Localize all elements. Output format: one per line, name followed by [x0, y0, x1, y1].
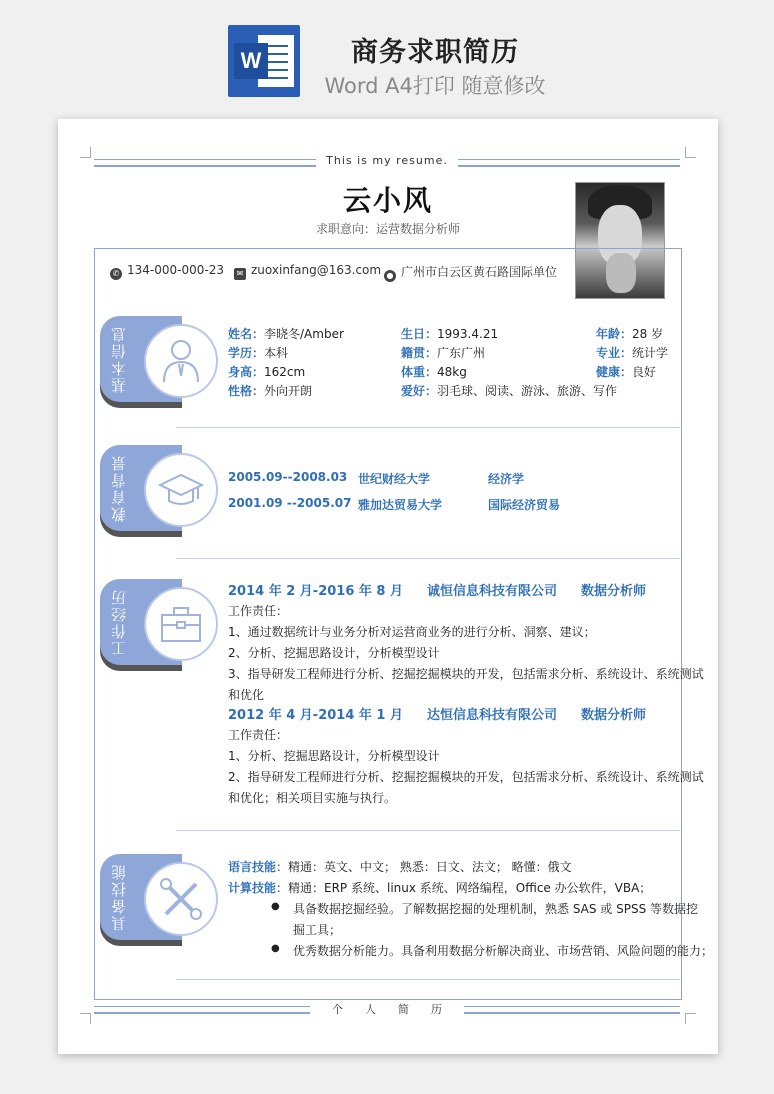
- resume-tagline: This is my resume.: [316, 154, 458, 167]
- basic-weight: 体重：48kg: [401, 365, 467, 379]
- basic-education: 学历：本科: [228, 346, 289, 360]
- skill-computer: 计算技能：精通：ERP 系统、linux 系统、网络编程，Office 办公软件，VBA；: [228, 881, 652, 895]
- basic-health: 健康：良好: [596, 365, 657, 379]
- divider: [176, 979, 680, 980]
- job1-line: 1、通过数据统计与业务分析对运营商业务的进行分析、洞察、建议；: [228, 625, 596, 639]
- section-title-skills: 具备技能: [110, 863, 128, 931]
- resume-footer: 个人简历: [310, 1001, 464, 1017]
- job2-line: 2、指导研发工程师进行分析、挖掘挖掘模块的开发，包括需求分析、系统设计、系统测试: [228, 770, 704, 784]
- toolbox-icon: [144, 587, 218, 661]
- edu-school-2: 雅加达贸易大学: [358, 498, 443, 512]
- contact-phone: ✆ 134-000-000-23: [110, 263, 224, 280]
- skill-bullet: ● 优秀数据分析能力。具备利用数据分析解决商业、市场营销、风险问题的能力；: [293, 942, 713, 959]
- top-rule: [94, 156, 680, 170]
- skill-language: 语言技能：精通：英文、中文； 熟悉：日文、法文； 略懂：俄文: [228, 860, 572, 874]
- banner-title: 商务求职简历: [351, 37, 519, 68]
- section-title-education: 教育背景: [110, 454, 128, 522]
- mail-icon: ✉: [234, 268, 246, 280]
- edu-period-1: 2005.09--2008.03: [228, 470, 348, 484]
- edu-major-1: 经济学: [488, 472, 525, 486]
- skill-bullet: ● 具备数据挖掘经验。了解数据挖掘的处理机制，熟悉 SAS 或 SPSS 等数据挖: [293, 900, 698, 917]
- person-icon: [144, 324, 218, 398]
- job1-line: 工作责任：: [228, 604, 289, 618]
- job2-line: 1、分析、挖掘思路设计，分析模型设计: [228, 749, 440, 763]
- job-header-1: 2014 年 2 月-2016 年 8 月 诚恒信息科技有限公司 数据分析师: [228, 584, 647, 599]
- divider: [176, 427, 680, 428]
- basic-birthday: 生日：1993.4.21: [401, 327, 499, 341]
- location-icon: ●: [384, 270, 396, 282]
- job1-line: 2、分析、挖掘思路设计，分析模型设计: [228, 646, 440, 660]
- job-header-2: 2012 年 4 月-2014 年 1 月 达恒信息科技有限公司 数据分析师: [228, 708, 647, 723]
- section-title-basic: 基本信息: [110, 325, 128, 393]
- divider: [176, 558, 680, 559]
- divider: [176, 830, 680, 831]
- word-icon-letter: W: [234, 43, 268, 79]
- resume-page: [58, 119, 718, 1054]
- job2-line: 工作责任：: [228, 728, 289, 742]
- basic-height: 身高：162cm: [228, 365, 306, 379]
- graduation-cap-icon: [144, 453, 218, 527]
- job1-line: 3、指导研发工程师进行分析、挖掘挖掘模块的开发，包括需求分析、系统设计、系统测试: [228, 667, 704, 681]
- phone-icon: ✆: [110, 268, 122, 280]
- job2-line: 和优化；相关项目实施与执行。: [228, 791, 397, 805]
- basic-major: 专业：统计学: [596, 346, 669, 360]
- candidate-name: 云小风: [342, 184, 433, 217]
- section-title-work: 工作经历: [110, 588, 128, 656]
- skill-bullet-cont: 掘工具；: [293, 923, 342, 937]
- basic-personality: 性格：外向开朗: [228, 384, 313, 398]
- banner: [0, 0, 774, 110]
- word-icon: [228, 25, 300, 97]
- basic-name: 姓名：李晓冬/Amber: [228, 327, 344, 341]
- edu-school-1: 世纪财经大学: [358, 472, 431, 486]
- bottom-rule: [94, 1003, 680, 1017]
- banner-subtitle: Word A4打印 随意修改: [324, 74, 546, 98]
- basic-hometown: 籍贯：广东广州: [401, 346, 486, 360]
- job-objective: 求职意向：运营数据分析师: [315, 222, 460, 236]
- contact-address: ● 广州市白云区黄石路国际单位: [384, 263, 557, 282]
- basic-hobbies: 爱好：羽毛球、阅读、游泳、旅游、写作: [401, 384, 618, 398]
- edu-period-2: 2001.09 --2005.07: [228, 496, 352, 510]
- job1-line: 和优化: [228, 688, 265, 702]
- contact-email: ✉ zuoxinfang@163.com: [234, 263, 381, 280]
- basic-age: 年龄：28 岁: [596, 327, 664, 341]
- edu-major-2: 国际经济贸易: [488, 498, 561, 512]
- tools-icon: [144, 862, 218, 936]
